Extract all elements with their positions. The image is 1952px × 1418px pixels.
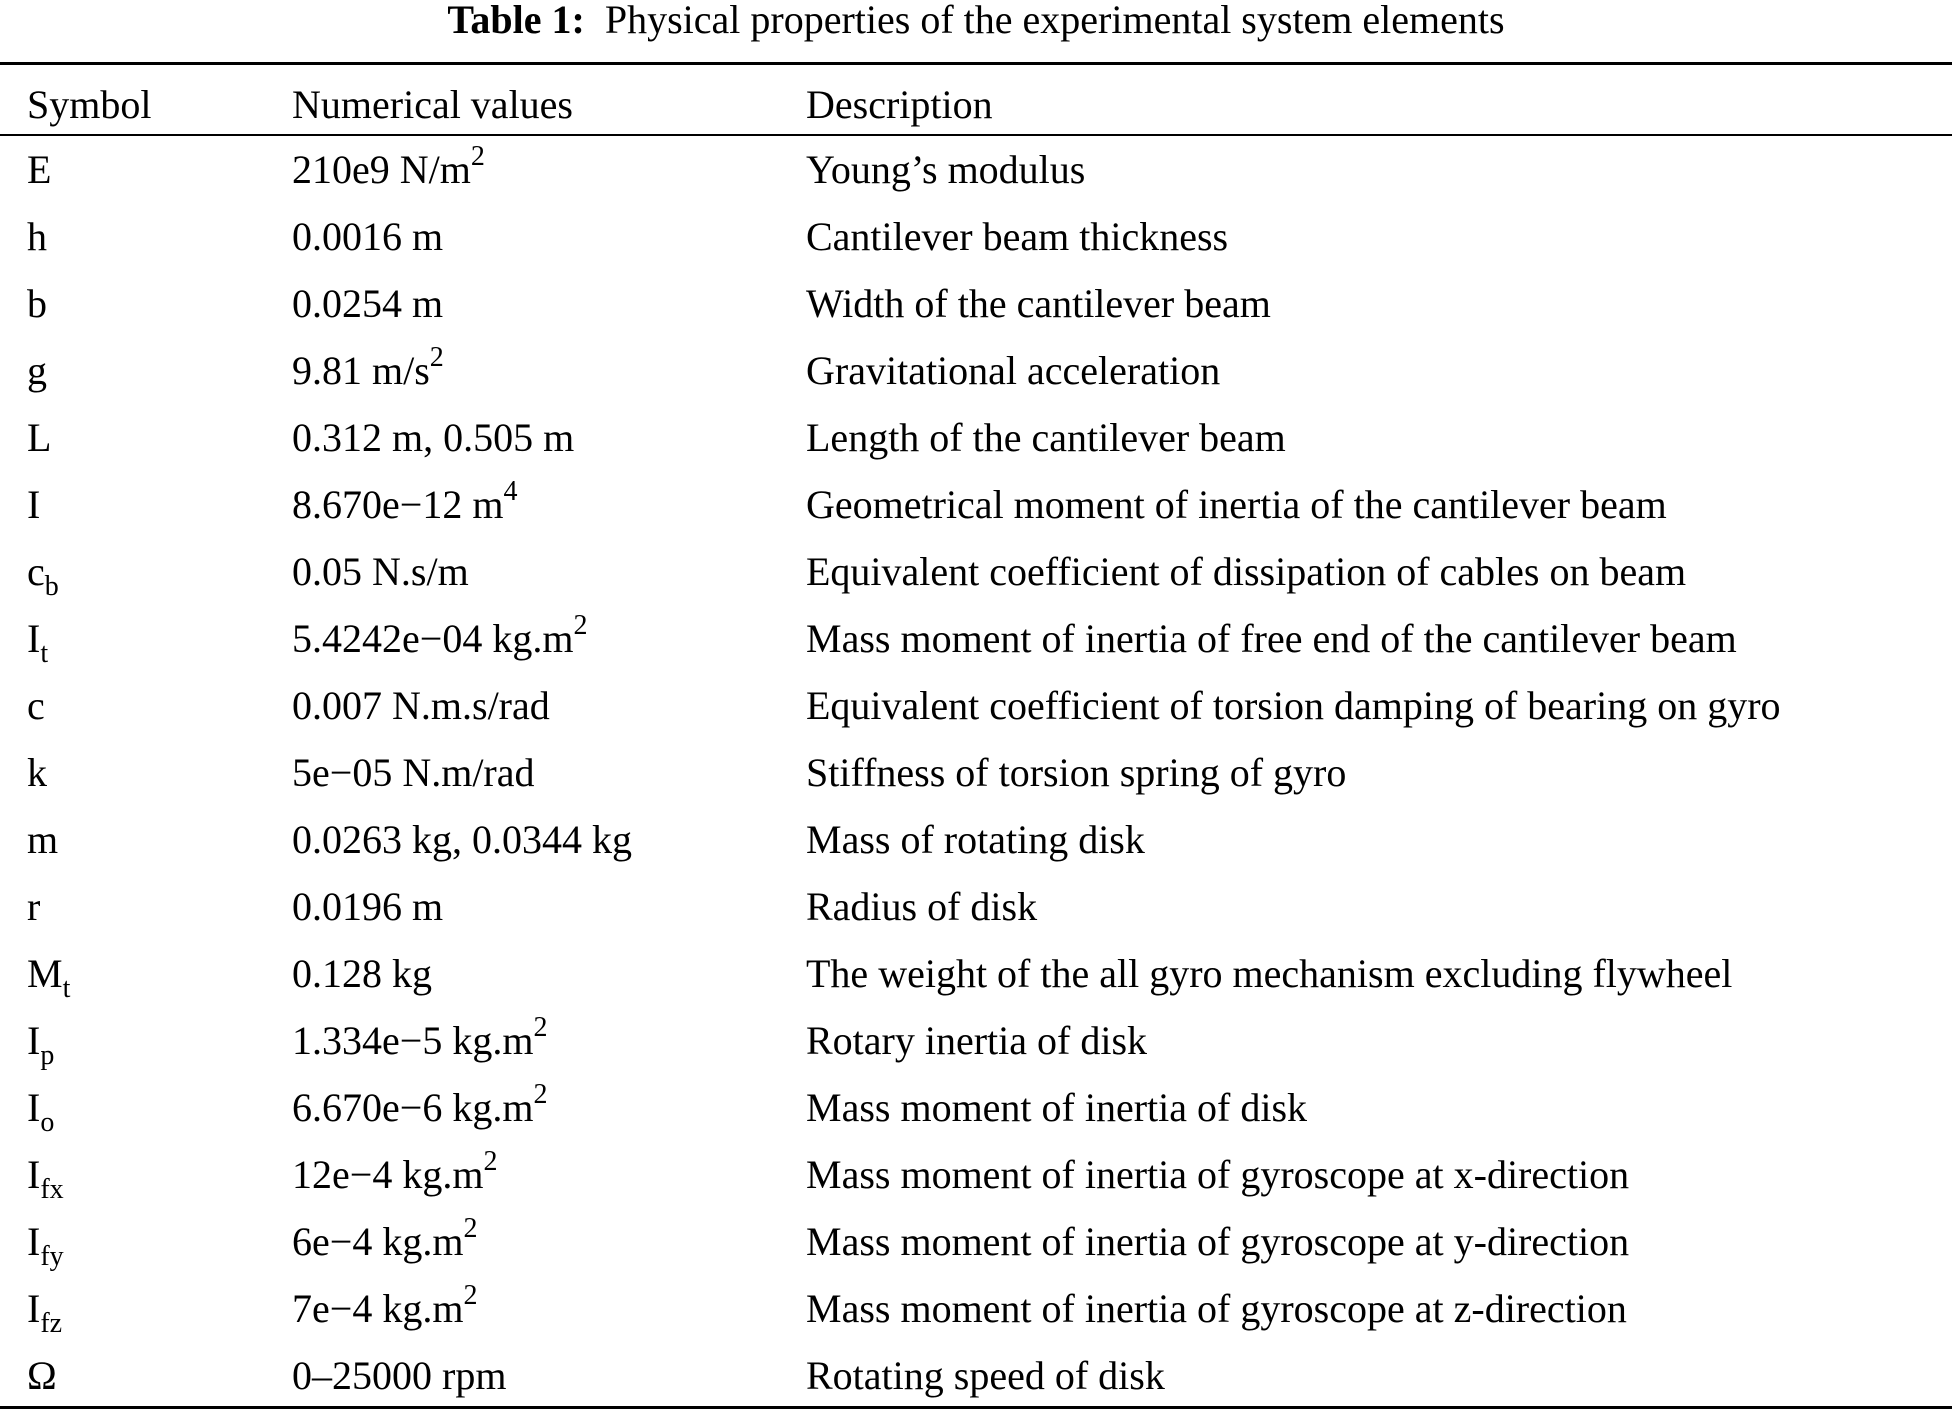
symbol-text: m bbox=[27, 817, 59, 862]
table-row bbox=[0, 1280, 1952, 1351]
table-caption bbox=[0, 0, 1952, 40]
table-row bbox=[0, 1146, 1952, 1217]
cell-numerical-value bbox=[292, 610, 588, 664]
cell-description: Mass moment of inertia of gyroscope at y-direction bbox=[806, 1219, 1630, 1264]
symbol-subscript: fy bbox=[40, 1241, 64, 1272]
table-bottom-rule bbox=[0, 1406, 1952, 1409]
cell-symbol bbox=[27, 1016, 55, 1071]
cell-description: Stiffness of torsion spring of gyro bbox=[806, 750, 1347, 795]
cell-numerical-value bbox=[292, 815, 632, 865]
cell-numerical-value bbox=[292, 342, 444, 396]
value-text: 5e−05 N.m/rad bbox=[292, 750, 535, 795]
cell-symbol bbox=[27, 1284, 63, 1339]
value-text: 0.0016 m bbox=[292, 214, 444, 259]
symbol-subscript: b bbox=[44, 571, 59, 602]
cell-symbol bbox=[27, 145, 51, 195]
cell-symbol bbox=[27, 413, 51, 463]
value-text: 0.0196 m bbox=[292, 884, 444, 929]
cell-description: Rotating speed of disk bbox=[806, 1353, 1165, 1398]
table-row bbox=[0, 1012, 1952, 1083]
symbol-subscript: p bbox=[40, 1040, 55, 1071]
value-text: 0.05 N.s/m bbox=[292, 549, 469, 594]
table-top-rule bbox=[0, 62, 1952, 65]
cell-symbol bbox=[27, 614, 49, 669]
symbol-text: b bbox=[27, 281, 47, 326]
value-text: 1.334e−5 kg.m bbox=[292, 1018, 534, 1063]
table-row bbox=[0, 748, 1952, 815]
cell-symbol bbox=[27, 346, 47, 396]
symbol-text: I bbox=[27, 482, 41, 527]
value-text: 8.670e−12 m bbox=[292, 482, 504, 527]
cell-numerical-value bbox=[292, 1079, 548, 1133]
table-row bbox=[0, 212, 1952, 279]
cell-symbol bbox=[27, 547, 59, 602]
cell-description: Mass moment of inertia of gyroscope at x-direction bbox=[806, 1152, 1630, 1197]
value-superscript: 2 bbox=[429, 342, 444, 373]
cell-symbol bbox=[27, 1217, 64, 1272]
table-row bbox=[0, 681, 1952, 748]
table-header-rule bbox=[0, 134, 1952, 136]
table-row bbox=[0, 476, 1952, 547]
header-description: Description bbox=[806, 82, 993, 127]
table-row bbox=[0, 882, 1952, 949]
table-row bbox=[0, 547, 1952, 614]
value-text: 6.670e−6 kg.m bbox=[292, 1085, 534, 1130]
value-superscript: 2 bbox=[463, 1280, 478, 1311]
cell-symbol bbox=[27, 480, 40, 530]
symbol-text: L bbox=[27, 415, 52, 460]
cell-numerical-value bbox=[292, 748, 535, 798]
value-text: 5.4242e−04 kg.m bbox=[292, 616, 574, 661]
value-text: 12e−4 kg.m bbox=[292, 1152, 484, 1197]
value-superscript: 2 bbox=[470, 141, 485, 172]
table-row bbox=[0, 141, 1952, 212]
header-symbol: Symbol bbox=[27, 82, 152, 127]
cell-symbol bbox=[27, 1351, 57, 1401]
cell-symbol bbox=[27, 1083, 55, 1138]
cell-symbol bbox=[27, 882, 40, 932]
cell-description: Length of the cantilever beam bbox=[806, 415, 1286, 460]
cell-numerical-value bbox=[292, 212, 443, 262]
symbol-text: E bbox=[27, 147, 52, 192]
value-text: 0.007 N.m.s/rad bbox=[292, 683, 550, 728]
table-row bbox=[0, 413, 1952, 480]
symbol-text: c bbox=[27, 683, 45, 728]
value-text: 210e9 N/m bbox=[292, 147, 471, 192]
cell-description: Equivalent coefficient of torsion damping of bearing on gyro bbox=[806, 683, 1781, 728]
cell-description: Rotary inertia of disk bbox=[806, 1018, 1148, 1063]
cell-symbol bbox=[27, 279, 47, 329]
value-superscript: 2 bbox=[533, 1012, 548, 1043]
cell-description: Equivalent coefficient of dissipation of cables on beam bbox=[806, 549, 1687, 594]
table-body bbox=[0, 141, 1952, 1418]
value-text: 7e−4 kg.m bbox=[292, 1286, 464, 1331]
cell-numerical-value bbox=[292, 1213, 478, 1267]
symbol-text: Ω bbox=[27, 1353, 57, 1398]
symbol-subscript: fz bbox=[40, 1308, 63, 1339]
cell-numerical-value bbox=[292, 882, 443, 932]
symbol-text: I bbox=[27, 1085, 41, 1130]
symbol-text: c bbox=[27, 549, 45, 594]
value-text: 0.0263 kg, 0.0344 kg bbox=[292, 817, 632, 862]
table-header bbox=[0, 80, 1952, 134]
cell-numerical-value bbox=[292, 413, 574, 463]
cell-description: Mass moment of inertia of disk bbox=[806, 1085, 1308, 1130]
cell-numerical-value bbox=[292, 547, 469, 597]
cell-description: Cantilever beam thickness bbox=[806, 214, 1229, 259]
cell-numerical-value bbox=[292, 1012, 548, 1066]
symbol-text: I bbox=[27, 616, 41, 661]
cell-numerical-value bbox=[292, 1146, 498, 1200]
cell-symbol bbox=[27, 748, 47, 798]
cell-description: Geometrical moment of inertia of the cantilever beam bbox=[806, 482, 1667, 527]
table-row bbox=[0, 342, 1952, 413]
cell-symbol bbox=[27, 815, 58, 865]
cell-symbol bbox=[27, 949, 71, 1004]
symbol-text: g bbox=[27, 348, 47, 393]
cell-numerical-value bbox=[292, 681, 550, 731]
header-numerical-values: Numerical values bbox=[292, 82, 573, 127]
value-text: 0–25000 rpm bbox=[292, 1353, 507, 1398]
table-row bbox=[0, 1213, 1952, 1284]
table-row bbox=[0, 1079, 1952, 1150]
cell-description: Gravitational acceleration bbox=[806, 348, 1221, 393]
value-superscript: 4 bbox=[503, 476, 518, 507]
table-row bbox=[0, 279, 1952, 346]
table-row bbox=[0, 815, 1952, 882]
value-superscript: 2 bbox=[483, 1146, 498, 1177]
cell-description: Width of the cantilever beam bbox=[806, 281, 1271, 326]
symbol-text: I bbox=[27, 1152, 41, 1197]
symbol-subscript: fx bbox=[40, 1174, 64, 1205]
symbol-text: M bbox=[27, 951, 63, 996]
value-text: 0.0254 m bbox=[292, 281, 444, 326]
symbol-text: h bbox=[27, 214, 47, 259]
symbol-subscript: t bbox=[62, 973, 71, 1004]
cell-numerical-value bbox=[292, 476, 518, 530]
cell-symbol bbox=[27, 1150, 64, 1205]
cell-description: Young’s modulus bbox=[806, 147, 1086, 192]
table-row bbox=[0, 949, 1952, 1016]
cell-description: Radius of disk bbox=[806, 884, 1038, 929]
table-caption-text: Physical properties of the experimental system elements bbox=[604, 0, 1505, 42]
table-row bbox=[0, 610, 1952, 681]
cell-numerical-value bbox=[292, 1280, 478, 1334]
symbol-text: I bbox=[27, 1286, 41, 1331]
value-superscript: 2 bbox=[533, 1079, 548, 1110]
value-text: 0.312 m, 0.505 m bbox=[292, 415, 575, 460]
symbol-subscript: t bbox=[40, 638, 49, 669]
symbol-text: k bbox=[27, 750, 47, 795]
cell-numerical-value bbox=[292, 279, 443, 329]
cell-description: Mass of rotating disk bbox=[806, 817, 1145, 862]
value-superscript: 2 bbox=[463, 1213, 478, 1244]
cell-symbol bbox=[27, 212, 47, 262]
cell-symbol bbox=[27, 681, 45, 731]
cell-description: Mass moment of inertia of gyroscope at z-direction bbox=[806, 1286, 1627, 1331]
symbol-subscript: o bbox=[40, 1107, 55, 1138]
value-text: 0.128 kg bbox=[292, 951, 432, 996]
table-header-row bbox=[0, 80, 1952, 134]
cell-numerical-value bbox=[292, 141, 485, 195]
symbol-text: I bbox=[27, 1219, 41, 1264]
symbol-text: I bbox=[27, 1018, 41, 1063]
cell-numerical-value bbox=[292, 1351, 506, 1401]
value-text: 9.81 m/s bbox=[292, 348, 430, 393]
cell-numerical-value bbox=[292, 949, 432, 999]
table-caption-label: Table 1: bbox=[447, 0, 585, 42]
cell-description: The weight of the all gyro mechanism excluding flywheel bbox=[806, 951, 1733, 996]
value-superscript: 2 bbox=[573, 610, 588, 641]
symbol-text: r bbox=[27, 884, 41, 929]
cell-description: Mass moment of inertia of free end of the cantilever beam bbox=[806, 616, 1737, 661]
value-text: 6e−4 kg.m bbox=[292, 1219, 464, 1264]
